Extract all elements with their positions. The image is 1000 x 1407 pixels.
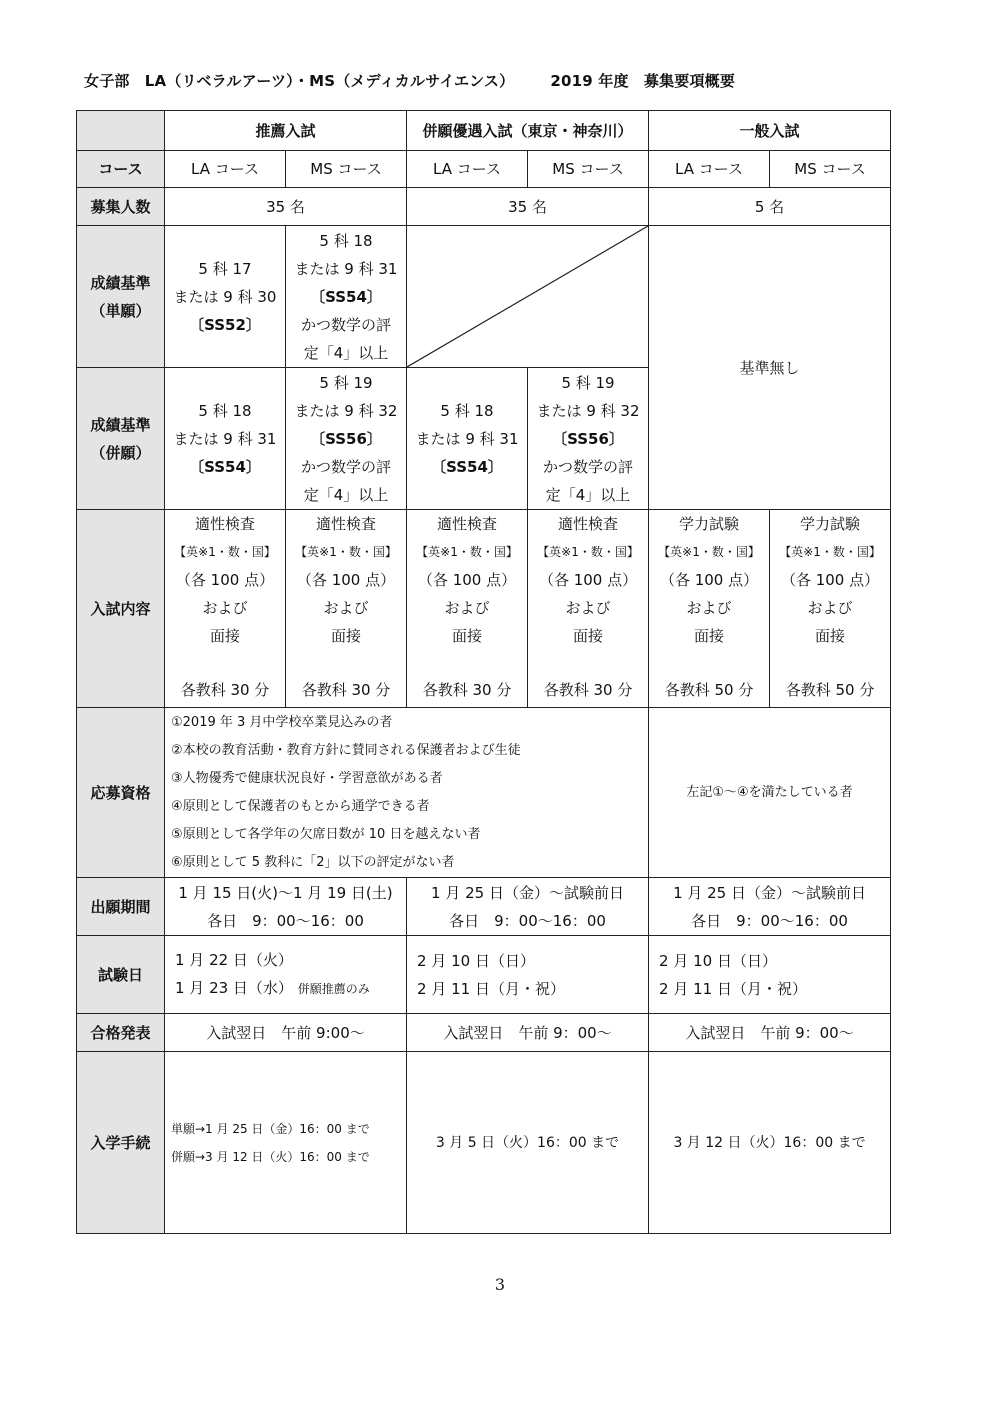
exam-and: および: [323, 599, 369, 617]
row-label-grade-combined: [77, 368, 165, 510]
capacity-heigan: 35 名: [407, 188, 649, 226]
exam-interview: 面接: [815, 627, 846, 645]
exam-points: （各 100 点）: [659, 571, 759, 589]
group-suisen: 推薦入試: [165, 111, 407, 151]
row-label-eligibility: 応募資格: [77, 708, 165, 878]
exam-type: 適性検査: [558, 515, 619, 533]
row-label-application: 出願期間: [77, 878, 165, 936]
eligibility-general: 左記①～④を満たしている者: [649, 708, 891, 878]
procedure-line: 単願→1 月 25 日（金）16：00 まで: [171, 1121, 370, 1136]
eligibility-item: ②本校の教育活動・教育方針に賛同される保護者および生徒: [171, 742, 521, 758]
exam-date-row: [77, 936, 891, 1014]
exam-subjects: 【英※1・数・国】: [779, 545, 881, 559]
course-cell: LA コース: [165, 151, 286, 188]
criteria-line: 5 科 19: [561, 373, 615, 392]
exam-interview: 面接: [452, 627, 483, 645]
criteria-line: 5 科 18: [319, 231, 373, 250]
exam-time: 各教科 30 分: [422, 681, 512, 699]
exam-type: 適性検査: [316, 515, 377, 533]
exam-subjects: 【英※1・数・国】: [295, 545, 397, 559]
criteria-line: 〔SS56〕: [310, 429, 382, 448]
criteria-line: または 9 科 31: [294, 259, 398, 278]
exam-time: 各教科 30 分: [543, 681, 633, 699]
application-line: 1 月 25 日（金）～試験前日: [673, 883, 866, 902]
application-heigan: [407, 878, 649, 936]
document-title: [84, 70, 924, 91]
row-label-result: 合格発表: [77, 1014, 165, 1052]
page-number: 3: [494, 1275, 506, 1294]
application-line: 1 月 15 日(火)～1 月 19 日(土): [178, 883, 393, 902]
exam-subjects: 【英※1・数・国】: [416, 545, 518, 559]
criteria-line: かつ数学の評: [301, 315, 392, 334]
grade-combined-suisen-la: [165, 368, 286, 510]
capacity-suisen: 35 名: [165, 188, 407, 226]
criteria-line: 5 科 18: [440, 401, 494, 420]
procedure-heigan: 3 月 5 日（火）16：00 まで: [407, 1052, 649, 1234]
label-line: 成績基準: [90, 273, 151, 292]
eligibility-item: ③人物優秀で健康状況良好・学習意欲がある者: [171, 770, 443, 786]
course-cell: MS コース: [528, 151, 649, 188]
course-row: [77, 151, 891, 188]
course-cell: MS コース: [770, 151, 891, 188]
exam-points: （各 100 点）: [538, 571, 638, 589]
row-label-procedure: 入学手続: [77, 1052, 165, 1234]
course-cell: LA コース: [649, 151, 770, 188]
title-year: 2019 年度 募集要項概要: [550, 72, 736, 90]
application-general: [649, 878, 891, 936]
criteria-line: または 9 科 32: [294, 401, 398, 420]
criteria-line: 定「4」以上: [303, 343, 389, 362]
grade-combined-suisen-ms: [286, 368, 407, 510]
exam-cell: [770, 510, 891, 708]
label-line: （単願）: [90, 301, 151, 320]
admissions-table: [76, 110, 891, 1234]
not-applicable-cell: [407, 226, 649, 368]
capacity-general: 5 名: [649, 188, 891, 226]
exam-type: 適性検査: [437, 515, 498, 533]
eligibility-item: ①2019 年 3 月中学校卒業見込みの者: [171, 714, 393, 730]
exam-type: 学力試験: [800, 515, 861, 533]
grade-single-row: [77, 226, 891, 368]
procedure-suisen: [165, 1052, 407, 1234]
grade-single-la: [165, 226, 286, 368]
procedure-row: [77, 1052, 891, 1234]
label-line: （併願）: [90, 443, 151, 462]
row-label-exam-date: 試験日: [77, 936, 165, 1014]
exam-content-row: [77, 510, 891, 708]
diagonal-line: [407, 226, 648, 367]
criteria-line: または 9 科 31: [415, 429, 519, 448]
criteria-line: または 9 科 32: [536, 401, 640, 420]
procedure-line: 併願→3 月 12 日（火）16：00 まで: [171, 1149, 370, 1164]
exam-date-line: 2 月 10 日（日）: [659, 951, 777, 970]
exam-interview: 面接: [331, 627, 362, 645]
exam-interview: 面接: [209, 627, 240, 645]
row-label-course: コース: [77, 151, 165, 188]
exam-points: （各 100 点）: [296, 571, 396, 589]
group-heigan: 併願優遇入試（東京・神奈川）: [407, 111, 649, 151]
application-line: 1 月 25 日（金）～試験前日: [431, 883, 624, 902]
exam-points: （各 100 点）: [780, 571, 880, 589]
eligibility-list: [165, 708, 649, 878]
application-line: 各日 9：00～16：00: [691, 911, 848, 930]
exam-interview: 面接: [573, 627, 604, 645]
exam-subjects: 【英※1・数・国】: [658, 545, 760, 559]
criteria-line: 5 科 18: [198, 401, 252, 420]
exam-and: および: [686, 599, 732, 617]
title-main: 女子部 LA（リベラルアーツ）・MS（メディカルサイエンス）: [84, 72, 515, 90]
eligibility-item: ⑥原則として 5 教科に「2」以下の評定がない者: [171, 854, 455, 870]
exam-type: 学力試験: [679, 515, 740, 533]
row-label-grade-single: [77, 226, 165, 368]
course-cell: MS コース: [286, 151, 407, 188]
application-suisen: [165, 878, 407, 936]
exam-date-note: 併願推薦のみ: [297, 982, 370, 996]
criteria-line: または 9 科 31: [173, 429, 277, 448]
exam-date-line: 2 月 10 日（日）: [417, 951, 535, 970]
course-cell: LA コース: [407, 151, 528, 188]
criteria-line: 〔SS54〕: [310, 287, 382, 306]
exam-and: および: [202, 599, 248, 617]
eligibility-row: [77, 708, 891, 878]
exam-time: 各教科 30 分: [180, 681, 270, 699]
eligibility-item: ⑤原則として各学年の欠席日数が 10 日を越えない者: [171, 826, 481, 842]
exam-interview: 面接: [694, 627, 725, 645]
exam-cell: [649, 510, 770, 708]
capacity-row: [77, 188, 891, 226]
exam-cell: [286, 510, 407, 708]
grade-single-ms: [286, 226, 407, 368]
application-row: [77, 878, 891, 936]
grade-general-cell: 基準無し: [649, 226, 891, 510]
exam-date-line: 2 月 11 日（月・祝）: [659, 979, 807, 998]
criteria-line: 〔SS54〕: [431, 457, 503, 476]
criteria-line: 〔SS52〕: [189, 315, 261, 334]
row-label-exam: 入試内容: [77, 510, 165, 708]
exam-points: （各 100 点）: [175, 571, 275, 589]
exam-cell: [528, 510, 649, 708]
criteria-line: 5 科 17: [198, 259, 252, 278]
exam-date-general: [649, 936, 891, 1014]
application-line: 各日 9：00～16：00: [207, 911, 364, 930]
result-heigan: 入試翌日 午前 9：00～: [407, 1014, 649, 1052]
criteria-line: 定「4」以上: [303, 485, 389, 504]
exam-subjects: 【英※1・数・国】: [537, 545, 639, 559]
result-general: 入試翌日 午前 9：00～: [649, 1014, 891, 1052]
eligibility-item: ④原則として保護者のもとから通学できる者: [171, 798, 430, 814]
exam-points: （各 100 点）: [417, 571, 517, 589]
result-suisen: 入試翌日 午前 9:00～: [165, 1014, 407, 1052]
exam-date-heigan: [407, 936, 649, 1014]
exam-date-text: 1 月 23 日（水）: [175, 979, 293, 997]
exam-and: および: [807, 599, 853, 617]
exam-time: 各教科 30 分: [301, 681, 391, 699]
exam-date-line: 1 月 22 日（火）: [175, 951, 293, 969]
row-label-capacity: 募集人数: [77, 188, 165, 226]
exam-date-suisen: [165, 936, 407, 1014]
grade-combined-heigan-la: [407, 368, 528, 510]
exam-subjects: 【英※1・数・国】: [174, 545, 276, 559]
label-line: 成績基準: [90, 415, 151, 434]
criteria-line: または 9 科 30: [173, 287, 277, 306]
exam-time: 各教科 50 分: [664, 681, 754, 699]
grade-combined-heigan-ms: [528, 368, 649, 510]
exam-time: 各教科 50 分: [785, 681, 875, 699]
group-general: 一般入試: [649, 111, 891, 151]
exam-and: および: [444, 599, 490, 617]
corner-cell: [77, 111, 165, 151]
group-header-row: [77, 111, 891, 151]
application-line: 各日 9：00～16：00: [449, 911, 606, 930]
exam-cell: [407, 510, 528, 708]
exam-type: 適性検査: [194, 515, 255, 533]
criteria-line: 定「4」以上: [545, 485, 631, 504]
result-row: [77, 1014, 891, 1052]
procedure-general: 3 月 12 日（火）16：00 まで: [649, 1052, 891, 1234]
exam-and: および: [565, 599, 611, 617]
criteria-line: 5 科 19: [319, 373, 373, 392]
criteria-line: 〔SS56〕: [552, 429, 624, 448]
exam-date-line: 2 月 11 日（月・祝）: [417, 979, 565, 998]
exam-cell: [165, 510, 286, 708]
criteria-line: かつ数学の評: [543, 457, 634, 476]
criteria-line: 〔SS54〕: [189, 457, 261, 476]
criteria-line: かつ数学の評: [301, 457, 392, 476]
exam-date-line: [175, 974, 406, 1003]
